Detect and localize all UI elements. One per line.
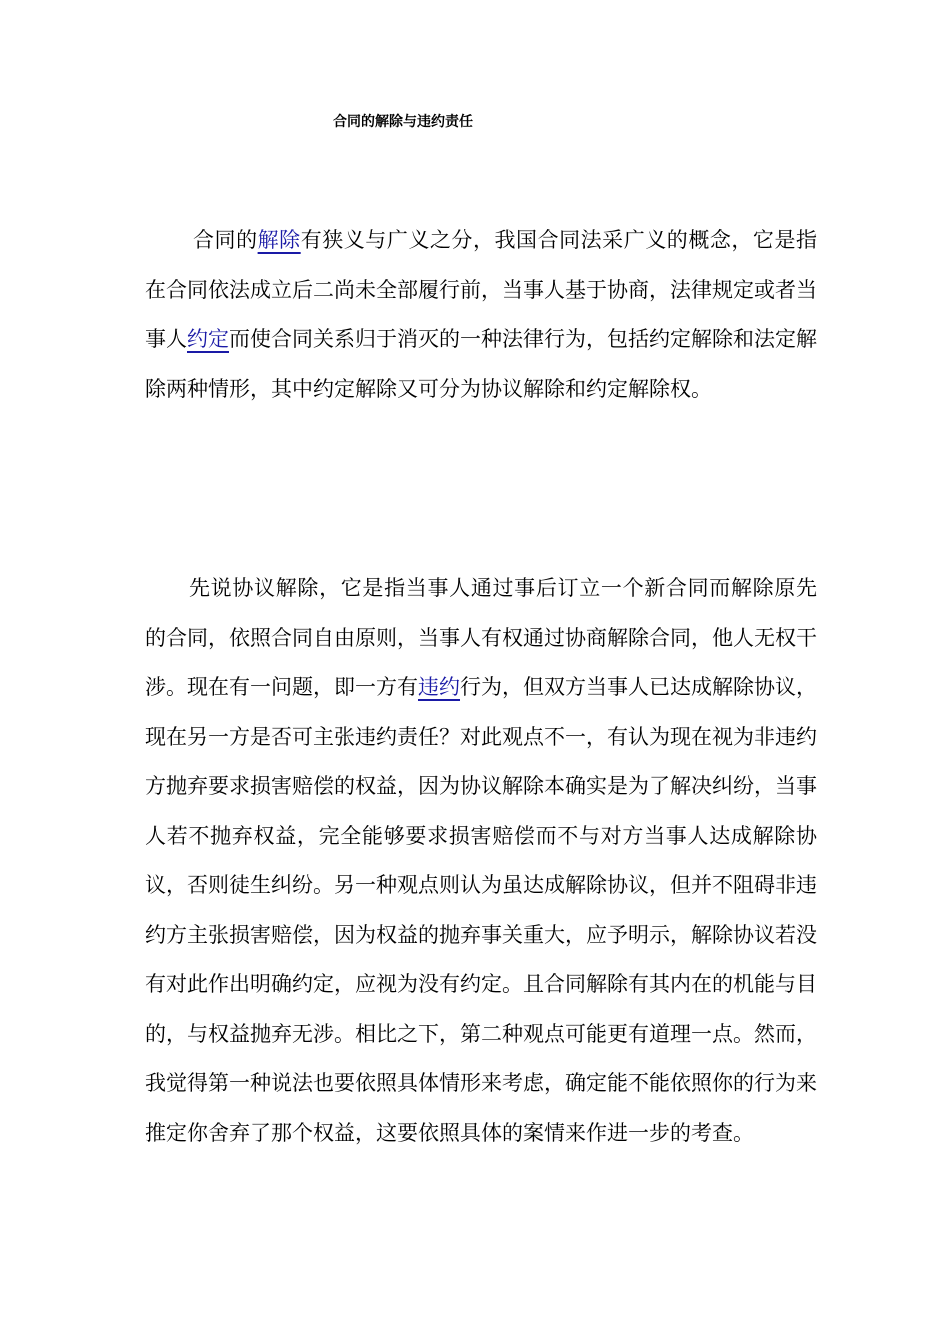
link-termination[interactable]: 解除 [257,228,301,252]
paragraph-text: 合同的 [193,228,258,252]
paragraph-agreed-termination [145,564,817,1158]
link-agreement[interactable]: 约定 [187,327,229,351]
paragraph-contract-termination-definition [145,216,817,414]
paragraph-text: 而使合同关系归于消灭的一种法律行为，包括约定解除和法定解除两种情形，其中约定解除又可分为协议解除和约定解除权。 [145,327,817,401]
document-title: 合同的解除与违约责任 [333,114,473,130]
paragraph-text: 有狭义与广义之分，我国合同法采广义的概念，它是指在合同依法成立后二尚未全部履行前，当事人基于协商，法律规定或者当事人 [145,228,818,351]
link-breach[interactable]: 违约 [418,675,460,699]
paragraph-text: 行为，但双方当事人已达成解除协议，现在另一方是否可主张违约责任？对此观点不一，有认为现在视为非违约方抛弃要求损害赔偿的权益，因为协议解除本确实是为了解决纠纷，当事人若不抛弃权益，完全能够要求损害赔偿而不与对方当事人达成解除协议，否则徒生纠纷。另一种观点则认为虽达成解除协议，但并不阻碍非违约方主张损害赔偿，因为权益的抛弃事关重大，应予明示，解除协议若没有对此作出明确约定，应视为没有约定。且合同解除有其内在的机能与目的，与权益抛弃无涉。相比之下，第二种观点可能更有道理一点。然而，我觉得第一种说法也要依照具体情形来考虑，确定能不能依照你的行为来推定你舍弃了那个权益，这要依照具体的案情来作进一步的考查。 [145,675,817,1145]
paragraph-text: 先说协议解除，它是指当事人通过事后订立一个新合同而解除原先的合同，依照合同自由原则，当事人有权通过协商解除合同，他人无权干涉。现在有一问题，即一方有 [145,576,817,699]
